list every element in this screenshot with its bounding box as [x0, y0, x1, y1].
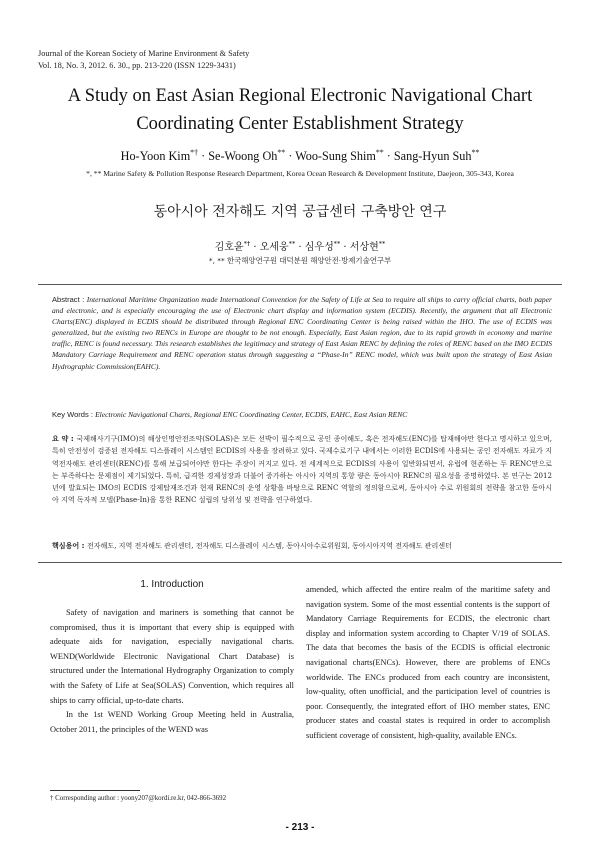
korean-abstract-label: 요 약 :: [52, 434, 77, 443]
author-name: Sang-Hyun Suh: [393, 149, 472, 164]
left-column: [50, 606, 294, 737]
page-number: - 213 -: [285, 822, 315, 833]
divider: [38, 284, 562, 285]
paper-title: [30, 82, 570, 138]
affiliation: *, ** Marine Safety & Pollution Response Research Department, Korea Ocean Research & Development Institute, Daejeon, 305-343, Korea: [86, 169, 514, 178]
korean-keywords-label: 핵심용어 :: [52, 541, 87, 550]
title-line-2: Coordinating Center Establishment Strategy: [136, 114, 464, 134]
author-mark: **: [378, 239, 386, 248]
journal-issue: Vol. 18, No. 3, 2012. 6. 30., pp. 213-220 (ISSN 1229-3431): [38, 60, 236, 70]
korean-affiliation: *, ** 한국해양연구원 대덕분원 해양안전·방제기술연구부: [208, 256, 392, 265]
journal-header: [38, 48, 249, 71]
divider: [38, 562, 562, 563]
author-separator: ·: [250, 242, 260, 253]
korean-abstract-text: 국제해사기구(IMO)의 해상인명안전조약(SOLAS)은 모든 선박이 필수적으로 공인 종이해도, 혹은 전자해도(ENC)를 탑재해야만 한다고 명시하고 있으며, 특히 안전성이 검증된 전자해도 디스플레이 시스템인 ECDIS의 사용을 장려하고 있다. 국제수로기구 내에서는 이러한 ECDIS에 사용되는 공인 전자해도 자료가 지역전자해도 관리센터(RENC)를 통해 보급되어야만 한다는 주장이 커지고 있다. 전 세계적으로 ECDIS의 사용이 일반화되면서, 유럽에 현존하는 두 RENC만으로는 부족하다는 문제점이 제기되었다. 특히, 급격한 경제성장과 더불어 증가하는 아시아 지역의 통항 량은 동아시아 RENC의 필요성을 증명하였다. 본 연구는 2012년에 발효되는 IMO의 ECDIS 강제탑재조건과 현재 RENC의 운영 상황을 바탕으로 RENC 역할의 정의함으로써, 동아시아 수로 위원회의 전략을 참고한 동아시아 지역 독자적 모델(Phase-In)을 통한 RENC 설립의 당위성 및 전략을 연구하였다.: [52, 434, 552, 505]
korean-author-list: [0, 238, 600, 253]
author-name: Woo-Sung Shim: [295, 149, 376, 164]
author-mark: **: [333, 239, 341, 248]
korean-keywords-text: 전자해도, 지역 전자해도 관리센터, 전자해도 디스플레이 시스템, 동아시아수로위원회, 동아시아지역 전자해도 관리센터: [86, 541, 452, 550]
author-mark: **: [471, 148, 480, 157]
section-heading: 1. Introduction: [140, 579, 204, 590]
author-name: Ho-Yoon Kim: [120, 149, 191, 164]
author-mark: *†: [190, 148, 199, 157]
keywords-label: Key Words :: [52, 410, 96, 419]
korean-title: 동아시아 전자해도 지역 공급센터 구축방안 연구: [153, 204, 447, 220]
author-mark: **: [277, 148, 286, 157]
paragraph: Safety of navigation and mariners is something that cannot be compromised, thus it is important that every ship is equipped with adequate aids for navigation, especially navigational charts. WEND(Worldwide Electronic Navigational Chart Database) is structured under the International Hydrography Organization to comply with the Safety of Life at Sea(SOLAS) Convention, which requires all ships to carry official, up-to-date charts.: [50, 608, 294, 705]
author-list: [0, 148, 600, 164]
keywords: [52, 410, 552, 419]
title-line-1: A Study on East Asian Regional Electronic Navigational Chart: [67, 86, 533, 106]
footnote: † Corresponding author : yoony207@kordi.re.kr, 042-866-3692: [50, 795, 227, 802]
keywords-text: Electronic Navigational Charts, Regional ENC Coordinating Center, ECDIS, EAHC, East Asian RENC: [95, 410, 408, 419]
author-name: Se-Woong Oh: [208, 149, 278, 164]
right-column: [306, 583, 550, 744]
abstract-label: Abstract :: [52, 295, 87, 304]
paragraph: amended, which affected the entire realm of the maritime safety and navigation system. Some of the most essential contents is the support of Mandatory Carriage Requirements for ECDIS, the electronic chart display and information system according to Chapter V/19 of SOLAS. The data that becomes the basis of the ECDIS is official electronic navigational charts(ENCs). However, there are problems of ENCs worldwide. The ENCs produced from each country are inconsistent, low-quality, often unofficial, and the participation level of countries is poor. Consequently, the integrated effort of IHO member states, ENC producer states and coastal states is required in order to accomplish sufficient coverage of consistent, high-quality, available ENCs.: [306, 585, 550, 740]
paragraph: In the 1st WEND Working Group Meeting held in Australia, October 2011, the principles of the WEND was: [50, 710, 294, 734]
author-name: 김호윤: [214, 242, 244, 253]
author-separator: ·: [340, 242, 350, 253]
abstract: [52, 294, 552, 372]
author-separator: ·: [198, 149, 209, 164]
author-mark: *†: [243, 239, 251, 248]
korean-keywords: [52, 541, 552, 551]
author-separator: ·: [295, 242, 305, 253]
author-name: 심우성: [304, 242, 334, 253]
author-mark: **: [288, 239, 296, 248]
author-mark: **: [375, 148, 384, 157]
abstract-text: International Maritime Organization made International Convention for the Safety of Life at Sea to require all ships to carry official charts, both paper and electronic, and is especially encouraging the use of Electronic chart display and information system (ECDIS). Recently, the argument that all Electronic Charts(ENC) displayed in ECDIS should be distributed through Regional ENC Coordinating Center is being raised within the IHO. The use of ECDIS was generalized, but the existing two RENCs in Europe are thought to be not enough. Especially, East Asian region, due to its rapid growth in economy and marine traffic, RENC is found necessary. This research establishes the legitimacy and strategy of East Asian RENC by defining the roles of RENC based on the IMO ECDIS Mandatory Carriage Requirement and RENC operation status through suggesting a “Phase-In” RENC model, which was built upon the strategy of East Asian Hydrographic Commission(EAHC).: [52, 295, 552, 371]
author-name: 오세웅: [259, 242, 289, 253]
footnote-divider: [50, 790, 140, 791]
korean-abstract: [52, 433, 552, 507]
author-name: 서상현: [349, 242, 379, 253]
author-separator: ·: [285, 149, 296, 164]
author-separator: ·: [383, 149, 394, 164]
journal-name: Journal of the Korean Society of Marine Environment & Safety: [38, 49, 250, 58]
